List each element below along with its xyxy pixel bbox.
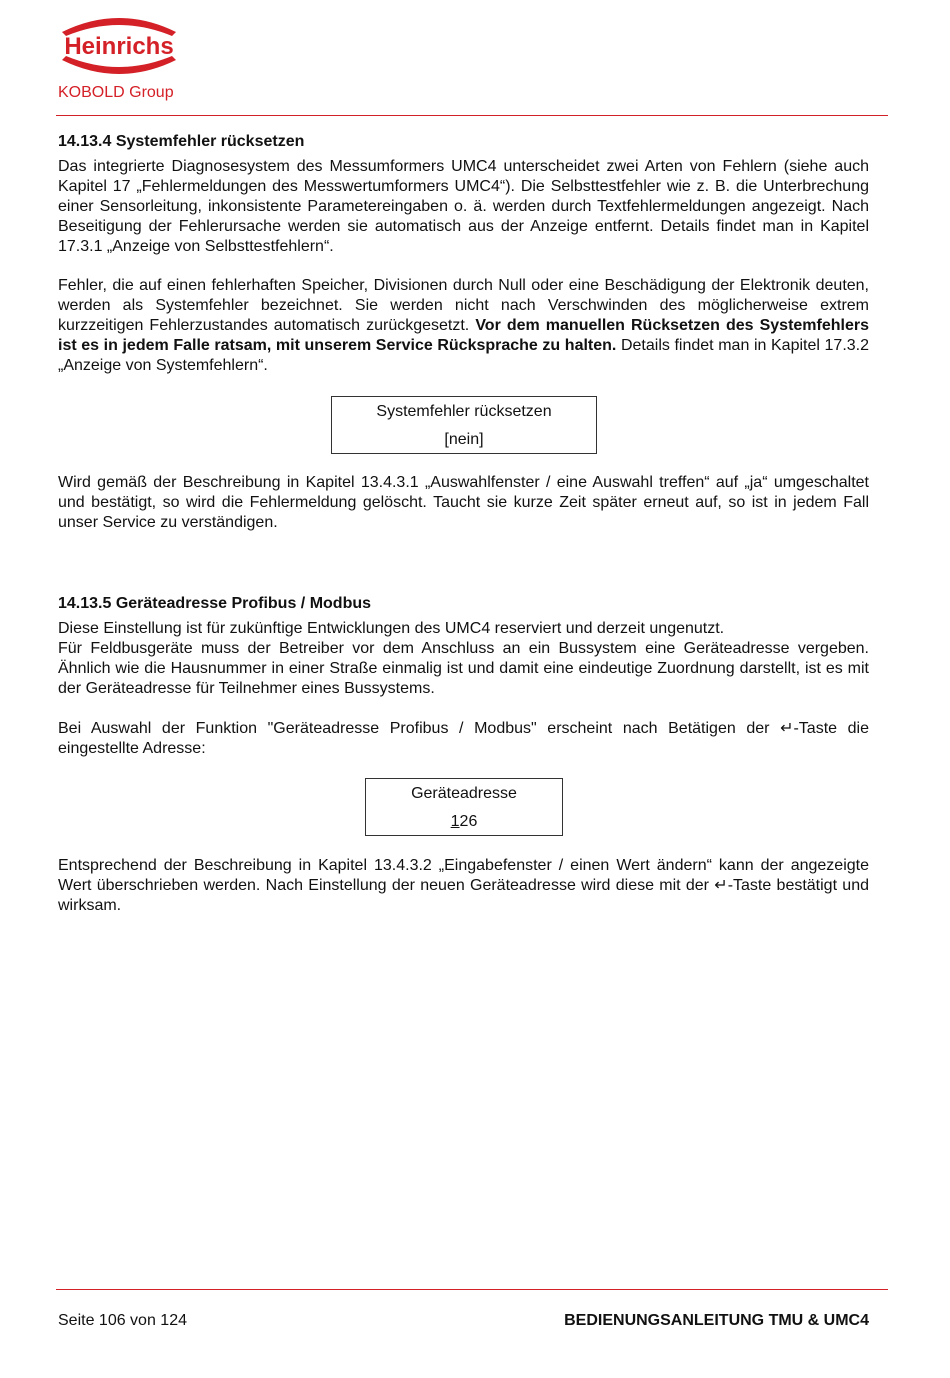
display-title: Systemfehler rücksetzen (376, 403, 552, 420)
paragraph-diagnose: Das integrierte Diagnosesystem des Messumformers UMC4 unterscheidet zwei Arten von Fehlern (siehe auch Kapitel 17 „Fehlermeldungen des Messwertumformers UMC4“). Die Selbsttestfehler wie z. B. die Unterbrechung einer Sensorleitung, inkonsistente Parametereingaben o. ä. werden durch Textfehlermeldungen angezeigt. Nach Beseitigung der Fehlerursache werden sie automatisch aus der Anzeige entfernt. Details findet man in Kapitel 17.3.1 „Anzeige von Selbsttestfehlern“. (58, 158, 869, 255)
paragraph-auswahl: Bei Auswahl der Funktion "Geräteadresse Profibus / Modbus" erscheint nach Betätigen der ↵-Taste die eingestellte Adresse: (58, 720, 869, 757)
logo-wordmark: Heinrichs (64, 33, 174, 60)
paragraph-reserviert: Diese Einstellung ist für zukünftige Entwicklungen des UMC4 reserviert und derzeit ungenutzt. (58, 620, 725, 637)
company-logo (56, 10, 182, 106)
paragraph-ruecksetzen-bestaetigen: Wird gemäß der Beschreibung in Kapitel 13.4.3.1 „Auswahlfenster / eine Auswahl treffen“ auf „ja“ umgeschaltet und bestätigt, so wird die Fehlermeldung gelöscht. Taucht sie kurze Zeit später erneut auf, so ist in jedem Fall unser Service zu verständigen. (58, 474, 869, 531)
paragraph-systemfehler-warning: Vor dem manuellen Rücksetzen des Systemfehlers ist es in jedem Falle ratsam, mit unserem Service Rücksprache zu halten. (58, 317, 869, 354)
cursor-digit: 1 (450, 813, 460, 830)
display-value (366, 811, 562, 833)
section-heading-systemfehler: 14.13.4 Systemfehler rücksetzen (58, 133, 305, 150)
logo-subtitle: KOBOLD Group (58, 84, 174, 101)
footer-divider (56, 1289, 888, 1290)
paragraph-systemfehler-text: Fehler, die auf einen fehlerhaften Speicher, Divisionen durch Null oder eine Beschädigung der Elektronik deuten, werden als Systemfehler bezeichnet. Sie werden nicht nach Verschwinden des möglicherweise extrem kurzzeitigen Fehlerzustandes automatisch zurückgesetzt. (58, 277, 869, 334)
remaining-digits: 26 (459, 813, 478, 830)
display-systemfehler-ruecksetzen (331, 396, 597, 454)
page-number: Seite 106 von 124 (58, 1312, 187, 1329)
display-geraeteadresse (365, 778, 563, 836)
section-heading-geraeteadresse: 14.13.5 Geräteadresse Profibus / Modbus (58, 595, 372, 612)
paragraph-feldbus: Für Feldbusgeräte muss der Betreiber vor dem Anschluss an ein Bussystem eine Geräteadresse vergeben. Ähnlich wie die Hausnummer in einer Straße einmalig ist und damit eine eindeutige Zuordnung darstellt, ist es mit der Geräteadresse für Teilnehmer eines Bussystems. (58, 640, 869, 697)
heinrichs-logo-icon (56, 10, 182, 82)
display-value: [nein] (444, 431, 484, 448)
document-title: BEDIENUNGSANLEITUNG TMU & UMC4 (564, 1312, 869, 1329)
display-title: Geräteadresse (411, 785, 517, 802)
paragraph-systemfehler-ref: Details findet man in Kapitel 17.3.2 „Anzeige von Systemfehlern“. (58, 337, 870, 374)
paragraph-systemfehler (58, 276, 869, 376)
paragraph-wert-aendern: Entsprechend der Beschreibung in Kapitel 13.4.3.2 „Eingabefenster / einen Wert ändern“ kann der angezeigte Wert überschrieben werden. Nach Einstellung der neuen Geräteadresse wird diese mit der ↵-Taste bestätigt und wirksam. (58, 857, 869, 914)
header-divider (56, 115, 888, 116)
